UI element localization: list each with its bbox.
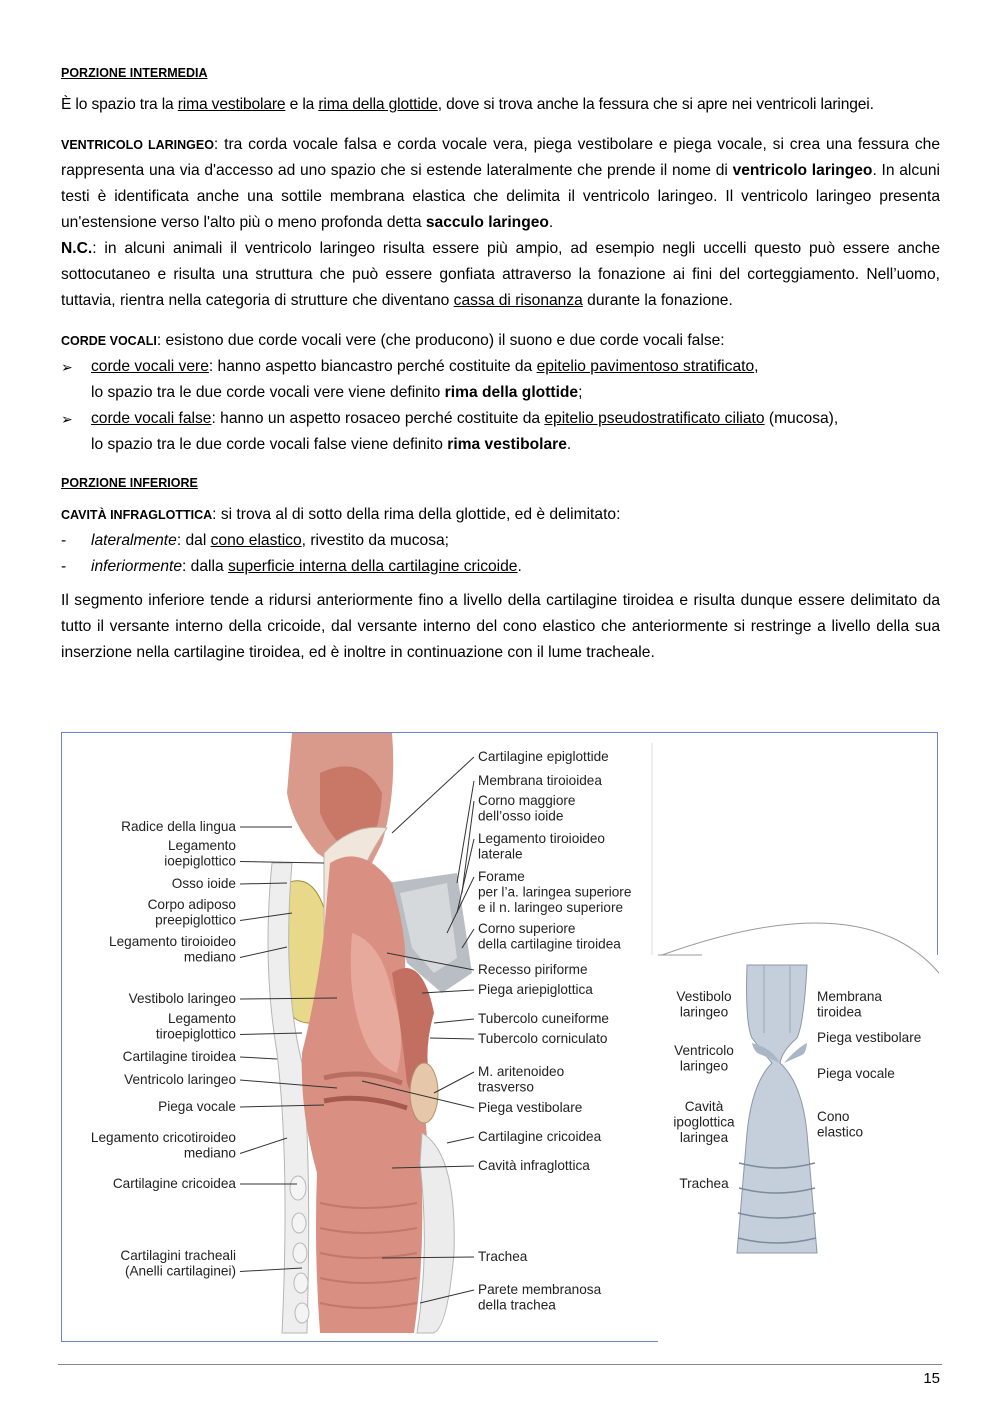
- right-label: [478, 1129, 602, 1144]
- right-label-line: Cartilagine epiglottide: [478, 749, 609, 764]
- right-label-line: Cartilagine cricoidea: [478, 1129, 602, 1144]
- left-label: [121, 819, 236, 834]
- corde-vere-line2-end: ;: [578, 384, 583, 401]
- nc-paragraph: [61, 236, 940, 314]
- leader-line: [434, 1019, 474, 1023]
- cricoid-posterior-shape: [417, 1133, 454, 1333]
- right-label: [478, 1282, 602, 1313]
- left-label: [91, 1130, 236, 1161]
- intro-text-3: , dove si trova anche la fessura che si apre nei ventricoli laringei.: [437, 96, 874, 113]
- right-label: [478, 962, 588, 977]
- dash-bullet: -: [61, 558, 67, 575]
- inset-left-label: [676, 989, 731, 1020]
- right-label-line: della trachea: [478, 1297, 556, 1313]
- footer-divider: [58, 1364, 942, 1365]
- corde-paragraph: [61, 328, 940, 354]
- inset-right-label: [817, 1030, 921, 1045]
- left-label-line: Cartilagine tiroidea: [122, 1049, 236, 1064]
- right-label: [478, 749, 609, 764]
- right-label-line: Tubercolo corniculato: [478, 1031, 608, 1046]
- leader-line: [392, 757, 474, 833]
- arrow-bullet-icon: ➢: [61, 359, 73, 375]
- right-label-line: Trachea: [478, 1249, 528, 1264]
- right-label-line: Corno maggiore: [478, 793, 576, 808]
- right-label-line: trasverso: [478, 1079, 534, 1095]
- list-item: [61, 528, 940, 554]
- nc-underline-1: cassa di risonanza: [453, 292, 583, 309]
- corde-vere-text: : hanno aspetto biancastro perché costituite da: [208, 358, 537, 375]
- right-label-line: Legamento tiroioideo: [478, 831, 605, 846]
- corde-false-line2-end: .: [566, 436, 572, 453]
- ventricolo-bold-2: sacculo laringeo: [425, 214, 549, 231]
- right-label: [478, 793, 575, 824]
- nc-text-2: durante la fonazione.: [582, 292, 733, 309]
- corde-vere-term: corde vocali vere: [91, 358, 209, 375]
- larynx-illustration: [62, 733, 939, 1343]
- right-label-line: Parete membranosa: [478, 1282, 602, 1297]
- corde-vere-epitelio: epitelio pavimentoso stratificato: [536, 358, 755, 375]
- inset-left-label-line: laringeo: [679, 1058, 729, 1074]
- list-item: [61, 406, 940, 458]
- right-label: [478, 1100, 582, 1115]
- list-item: [61, 554, 940, 580]
- left-label: [164, 838, 236, 869]
- heading-porzione-intermedia: PORZIONE INTERMEDIA: [61, 66, 208, 80]
- right-label: [478, 1011, 609, 1026]
- right-label: [478, 1064, 564, 1095]
- inset-right-label-line: Piega vestibolare: [817, 1030, 922, 1045]
- inset-right-label: [817, 1066, 895, 1081]
- left-label-line: tiroepiglottico: [155, 1026, 236, 1042]
- corde-false-term: corde vocali false: [91, 410, 212, 427]
- nc-text-1: : in alcuni animali il ventricolo laringeo risulta essere più ampio, ad esempio negli uccelli questo può essere anche sottocutaneo e risulta una struttura che può essere gonfiata attraverso la fonazione ai fini del corteggiamento. Nell’uomo, tuttavia, rientra nella categoria di strutture che diventano: [61, 240, 940, 309]
- corde-false-epitelio: epitelio pseudostratificato ciliato: [544, 410, 765, 427]
- leader-line: [240, 1138, 287, 1154]
- left-label-line: ioepiglottico: [164, 853, 236, 869]
- left-label: [172, 876, 236, 891]
- leader-line: [240, 1057, 277, 1059]
- cavita-text-1: : si trova al di sotto della rima della glottide, ed è delimitato:: [212, 506, 621, 523]
- text-body: [61, 62, 940, 666]
- left-label-line: Piega vocale: [158, 1099, 236, 1114]
- term-nc: N.C.: [61, 240, 93, 257]
- right-label-group: [478, 749, 631, 1313]
- anatomy-figure: [61, 732, 938, 1342]
- segmento-paragraph: Il segmento inferiore tende a ridursi anteriormente fino a livello della cartilagine tiroidea e risulta dunque essere delimitato da tutto il versante interno della cricoide, dal versante interno del cono elastico che anteriormente si restringe a livello della sua inserzione nella cartilagine tiroidea, ed è inoltre in continuazione con il lume tracheale.: [61, 592, 940, 661]
- ventricolo-bold-1: ventricolo laringeo: [732, 162, 873, 179]
- corde-text-1: : esistono due corde vocali vere (che producono) il suono e due corde vocali false:: [156, 332, 725, 349]
- leader-line: [434, 1072, 474, 1093]
- ventricolo-text-3: .: [548, 214, 554, 231]
- list-item: [61, 354, 940, 406]
- left-label-line: Legamento: [167, 838, 236, 853]
- right-label-line: Membrana tiroioidea: [478, 773, 602, 788]
- right-label-line: dell’osso ioide: [478, 808, 564, 824]
- left-label-line: (Anelli cartilaginei): [124, 1263, 236, 1279]
- inset-left-label-line: Ventricolo: [674, 1043, 734, 1058]
- arytenoid-muscle-shape: [410, 1063, 438, 1123]
- left-label-line: Cartilagine cricoidea: [112, 1176, 236, 1191]
- corde-false-text: : hanno un aspetto rosaceo perché costituite da: [211, 410, 545, 427]
- heading-porzione-inferiore: PORZIONE INFERIORE: [61, 476, 198, 490]
- left-label: [129, 991, 236, 1006]
- term-corde: CORDE VOCALI: [61, 334, 157, 348]
- corde-vere-end: ,: [754, 358, 759, 375]
- left-label-line: Ventricolo laringeo: [124, 1072, 236, 1087]
- inset-left-label: [679, 1176, 729, 1191]
- right-label: [478, 982, 593, 997]
- right-label: [478, 1249, 528, 1264]
- right-label: [478, 1031, 607, 1046]
- right-label: [478, 773, 602, 788]
- corde-vere-line2: lo spazio tra le due corde vocali vere viene definito: [91, 384, 445, 401]
- left-label-line: mediano: [183, 949, 236, 965]
- left-label-line: Cartilagini tracheali: [120, 1248, 236, 1263]
- left-label: [156, 1011, 236, 1042]
- inset-left-label-line: Trachea: [679, 1176, 729, 1191]
- left-label: [120, 1248, 236, 1279]
- left-label-line: Corpo adiposo: [147, 897, 236, 912]
- cavita-item-italic: inferiormente: [91, 558, 183, 575]
- dash-bullet: -: [61, 532, 67, 549]
- cavita-item-end: , rivestito da mucosa;: [301, 532, 449, 549]
- inset-right-label-line: Cono: [817, 1109, 850, 1124]
- right-label-line: laterale: [478, 846, 523, 862]
- corde-false-line2: lo spazio tra le due corde vocali false viene definito: [91, 436, 448, 453]
- intro-underline-1: rima vestibolare: [177, 96, 286, 113]
- inset-left-label: [674, 1043, 734, 1074]
- cavita-item-underline: cono elastico: [210, 532, 302, 549]
- right-label-line: e il n. laringeo superiore: [478, 900, 624, 915]
- term-ventricolo: VENTRICOLO LARINGEO: [61, 138, 214, 152]
- corde-vere-bold: rima della glottide: [444, 384, 579, 401]
- term-cavita: CAVITÀ INFRAGLOTTICA: [61, 508, 213, 522]
- right-label: [478, 1158, 590, 1173]
- right-label-line: M. aritenoideo: [478, 1064, 565, 1079]
- left-label: [109, 934, 236, 965]
- right-label-line: per l’a. laringea superiore: [478, 884, 632, 900]
- intro-text-2: e la: [285, 96, 319, 113]
- cavita-item-text: : dalla: [182, 558, 228, 575]
- left-label: [124, 1072, 236, 1087]
- intro-underline-2: rima della glottide: [318, 96, 438, 113]
- cavita-item-end: .: [517, 558, 522, 575]
- cavita-item-underline: superficie interna della cartilagine cricoide: [227, 558, 518, 575]
- right-label-line: Forame: [478, 869, 525, 884]
- left-label-line: Legamento cricotiroideo: [90, 1130, 236, 1145]
- left-label: [123, 1049, 237, 1064]
- right-label-line: Tubercolo cuneiforme: [478, 1011, 609, 1026]
- inset-left-label-line: Vestibolo: [676, 989, 732, 1004]
- left-label-line: Vestibolo laringeo: [128, 991, 236, 1006]
- inset-left-label-line: ipoglottica: [673, 1114, 735, 1130]
- left-label: [148, 897, 236, 928]
- leader-line: [457, 839, 474, 913]
- cavita-paragraph: [61, 502, 940, 528]
- inset-left-label-line: laringeo: [679, 1004, 729, 1020]
- left-label-group: [91, 819, 237, 1279]
- left-label: [113, 1176, 237, 1191]
- right-label: [478, 921, 621, 952]
- right-label-line: Piega vestibolare: [478, 1100, 583, 1115]
- leader-line: [430, 1038, 474, 1039]
- right-label-line: Cavità infraglottica: [478, 1158, 590, 1173]
- left-label-line: Osso ioide: [171, 876, 236, 891]
- right-label: [478, 869, 631, 915]
- intro-paragraph: [61, 92, 940, 118]
- ventricolo-text-2: . In alcuni testi è identificata anche una sottile membrana elastica che delimita il ventricolo laringeo. Il ventricolo laringeo presenta un'estensione verso l'alto più o meno profonda detta: [61, 162, 941, 231]
- left-label-line: Legamento: [167, 1011, 236, 1026]
- leader-line: [447, 1137, 474, 1143]
- leader-line: [422, 990, 474, 993]
- left-label-line: preepiglottico: [155, 912, 236, 928]
- inset-right-label-line: elastico: [817, 1124, 864, 1140]
- left-label-line: mediano: [183, 1145, 236, 1161]
- inset-right-label-line: Membrana: [817, 989, 882, 1004]
- cavita-item-text: : dal: [176, 532, 211, 549]
- inset-left-label-line: Cavità: [684, 1099, 724, 1114]
- right-label-line: Recesso piriforme: [478, 962, 588, 977]
- inset-right-label-line: tiroidea: [817, 1004, 862, 1020]
- inset-right-label-line: Piega vocale: [817, 1066, 895, 1081]
- left-label: [158, 1099, 236, 1114]
- corde-false-bold: rima vestibolare: [447, 436, 567, 453]
- right-label-line: Corno superiore: [478, 921, 576, 936]
- right-label: [478, 831, 605, 862]
- right-label-line: della cartilagine tiroidea: [478, 936, 621, 952]
- corde-false-end: (mucosa),: [764, 410, 839, 427]
- intro-text-1: È lo spazio tra la: [61, 96, 178, 113]
- cavita-item-italic: lateralmente: [91, 532, 177, 549]
- page-number: 15: [923, 1370, 940, 1387]
- arrow-bullet-icon: ➢: [61, 411, 73, 427]
- ventricolo-paragraph: [61, 132, 940, 236]
- inset-left-label-line: laringea: [679, 1130, 729, 1145]
- left-label-line: Legamento tiroioideo: [109, 934, 236, 949]
- ventricolo-text-1: : tra corda vocale falsa e corda vocale vera, piega vestibolare e piega vocale, si crea una fessura che rappresenta una via d'accesso ad uno spazio che si estende lateralmente che prende il nome di: [61, 136, 940, 179]
- left-label-line: Radice della lingua: [121, 819, 236, 834]
- right-label-line: Piega ariepiglottica: [478, 982, 593, 997]
